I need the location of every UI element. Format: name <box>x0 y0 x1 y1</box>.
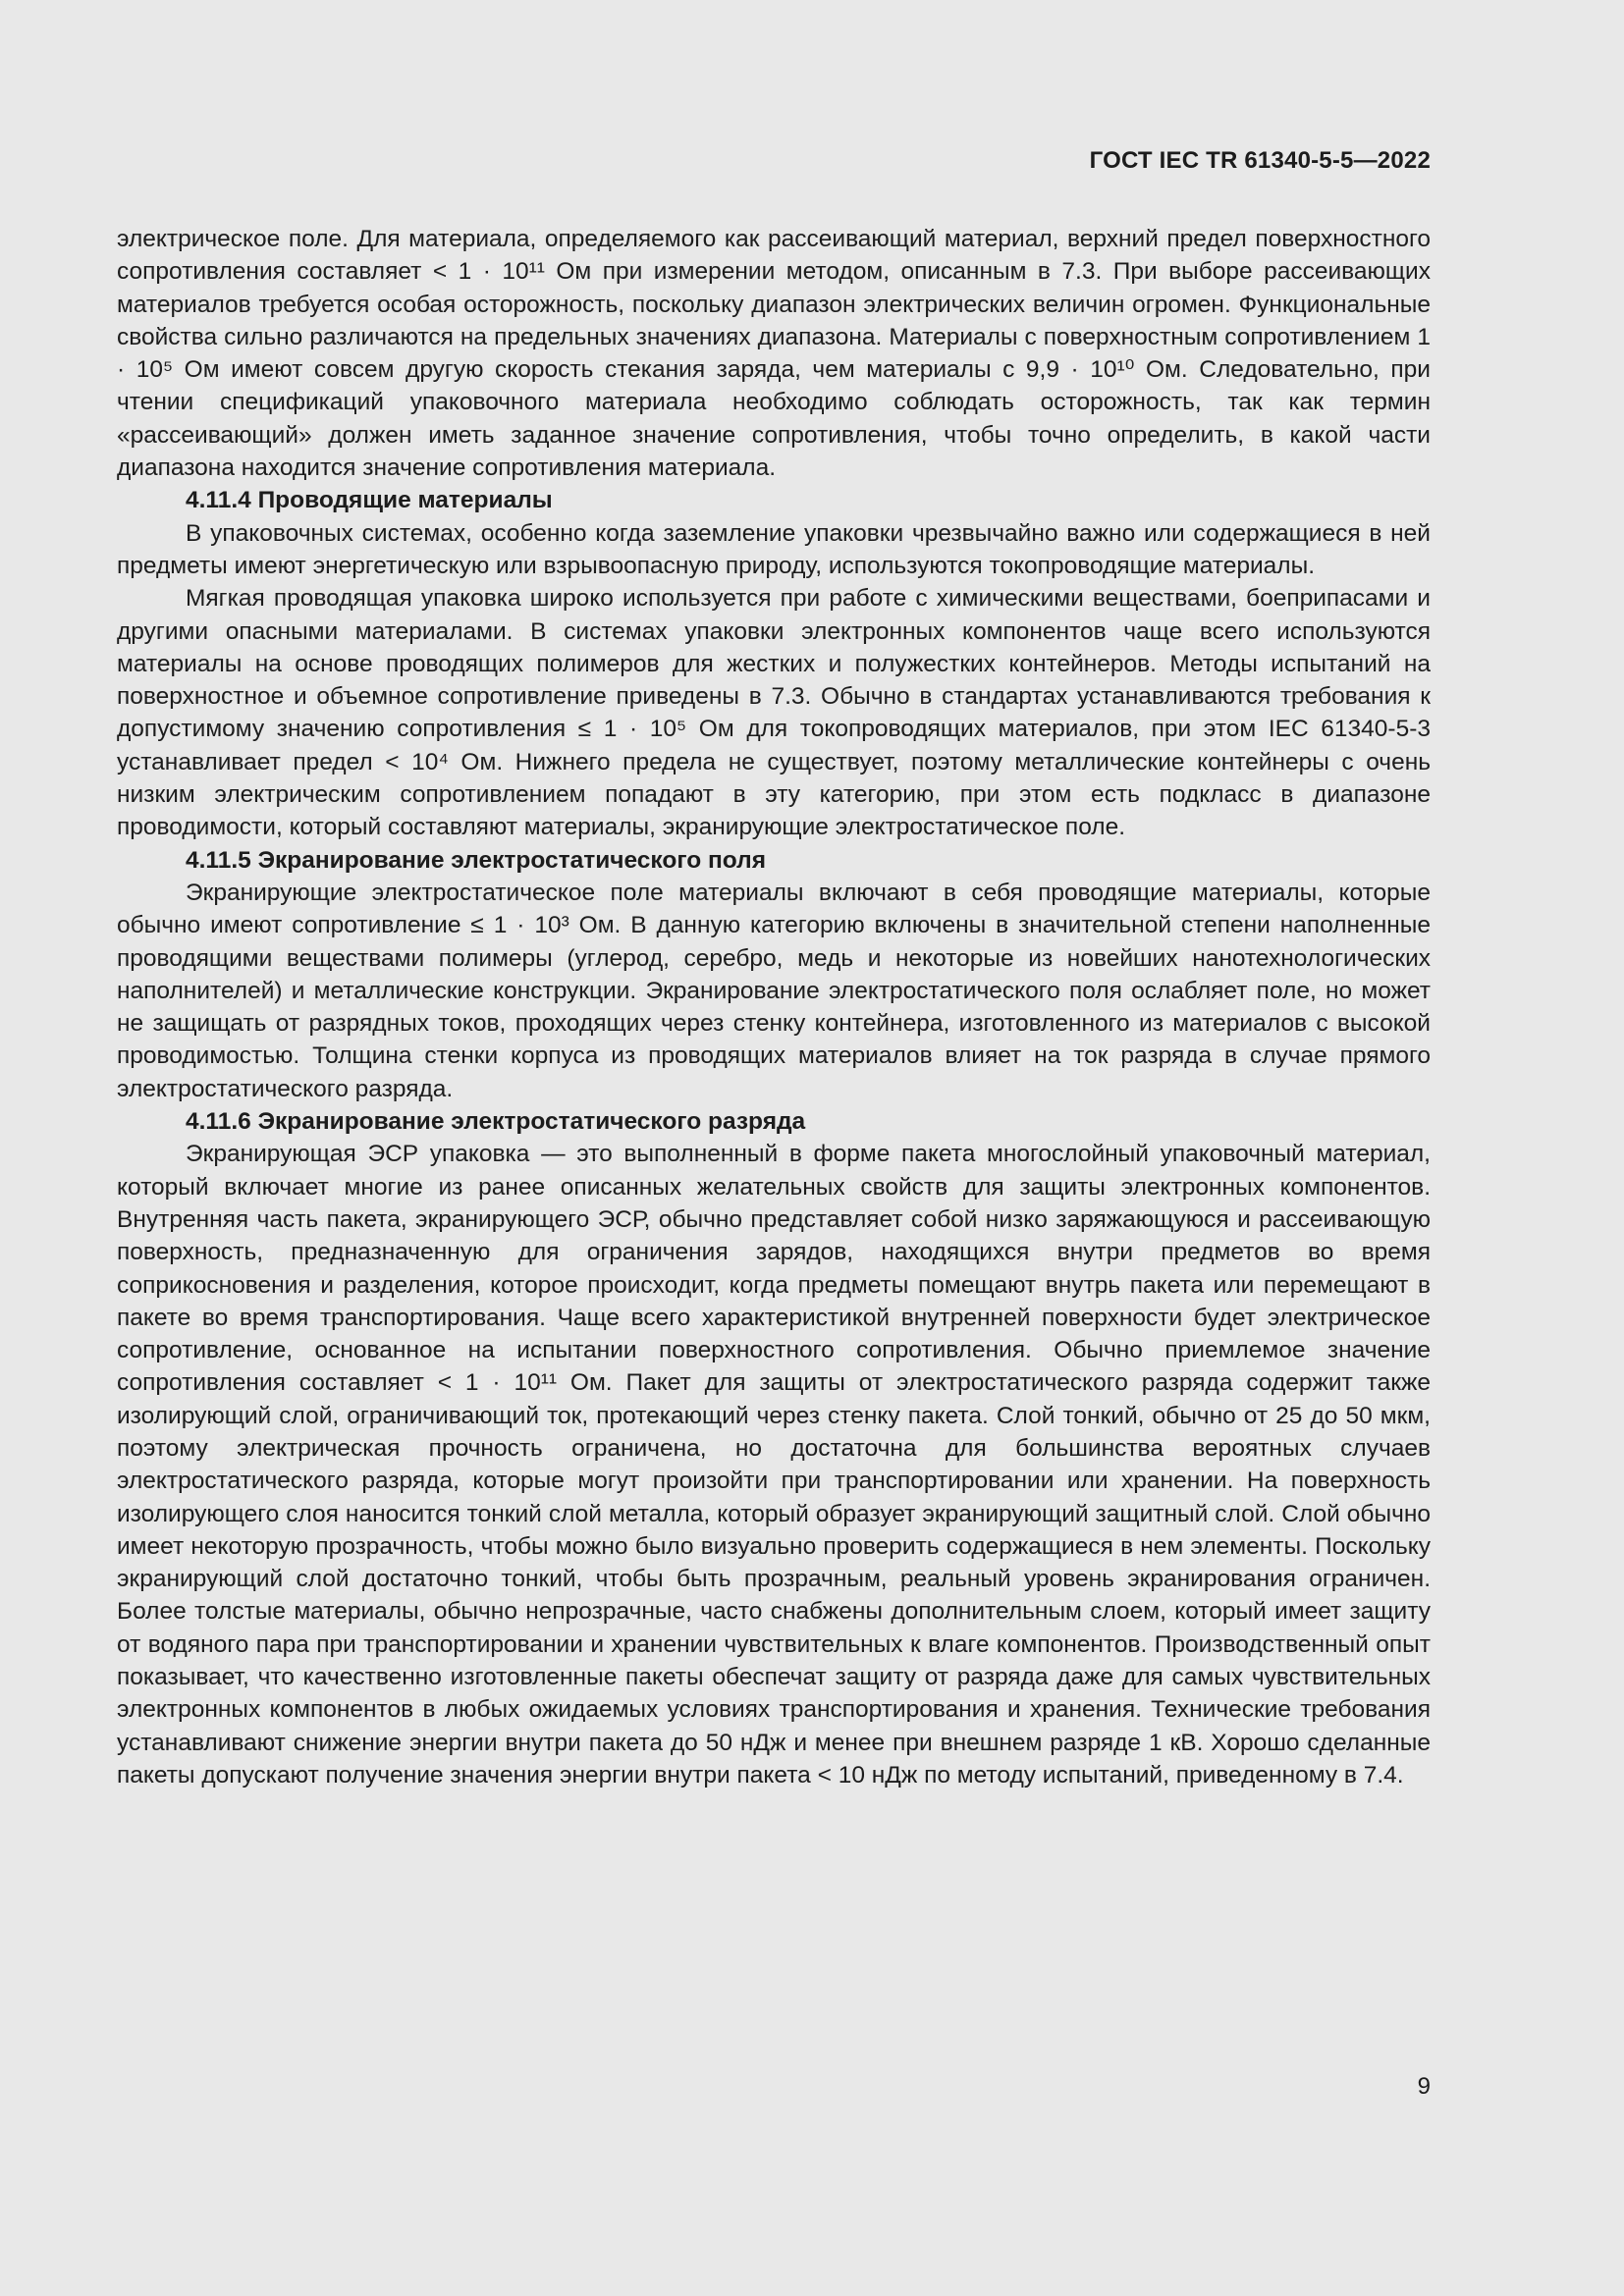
paragraph: Экранирующая ЭСР упаковка — это выполненный в форме пакета многослойный упаковочный материал, который включает многие из ранее описанных желательных свойств для защиты электронных компонентов. Внутренняя часть пакета, экранирующего ЭСР, обычно представляет собой низко заряжающуюся и рассеивающую поверхность, предназначенную для ограничения зарядов, находящихся внутри предметов во время соприкосновения и разделения, которое происходит, когда предметы помещают внутрь пакета или перемещают в пакете во время транспортирования. Чаще всего характеристикой внутренней поверхности будет электрическое сопротивление, основанное на испытании поверхностного сопротивления. Обычно приемлемое значение сопротивления составляет < 1 · 10¹¹ Ом. Пакет для защиты от электростатического разряда содержит также изолирующий слой, ограничивающий ток, протекающий через стенку пакета. Слой тонкий, обычно от 25 до 50 мкм, поэтому электрическая прочность ограничена, но достаточна для большинства вероятных случаев электростатического разряда, которые могут произойти при транспортировании или хранении. На поверхность изолирующего слоя наносится тонкий слой металла, который образует экранирующий защитный слой. Слой обычно имеет некоторую прозрачность, чтобы можно было визуально проверить содержащиеся в нем элементы. Поскольку экранирующий слой достаточно тонкий, чтобы быть прозрачным, реальный уровень экранирования ограничен. Более толстые материалы, обычно непрозрачные, часто снабжены дополнительным слоем, который имеет защиту от водяного пара при транспортировании и хранении чувствительных к влаге компонентов. Производственный опыт показывает, что качественно изготовленные пакеты обеспечат защиту от разряда даже для самых чувствительных электронных компонентов в любых ожидаемых условиях транспортирования и хранения. Технические требования устанавливают снижение энергии внутри пакета до 50 нДж и менее при внешнем разряде 1 кВ. Хорошо сделанные пакеты допускают получение значения энергии внутри пакета < 10 нДж по методу испытаний, приведенному в 7.4. <box>117 1141 1431 1789</box>
paragraph: В упаковочных системах, особенно когда заземление упаковки чрезвычайно важно или содержащиеся в ней предметы имеют энергетическую или взрывоопасную природу, используются токопроводящие материалы. <box>117 519 1431 579</box>
document-code: ГОСТ IEC TR 61340-5-5—2022 <box>1089 147 1431 174</box>
document-body <box>117 223 1431 1791</box>
paragraph: Мягкая проводящая упаковка широко используется при работе с химическими веществами, боеприпасами и другими опасными материалами. В системах упаковки электронных компонентов чаще всего используются материалы на основе проводящих полимеров для жестких и полужестких контейнеров. Методы испытаний на поверхностное и объемное сопротивление приведены в 7.3. Обычно в стандартах устанавливаются требования к допустимому значению сопротивления ≤ 1 · 10⁵ Ом для токопроводящих материалов, при этом IEC 61340-5-3 устанавливает предел < 10⁴ Ом. Нижнего предела не существует, поэтому металлические контейнеры с очень низким электрическим сопротивлением попадают в эту категорию, при этом есть подкласс в диапазоне проводимости, который составляют материалы, экранирующие электростатическое поле. <box>117 585 1431 841</box>
page-number: 9 <box>1417 2073 1431 2100</box>
section-heading-4-11-4: 4.11.4 Проводящие материалы <box>186 487 553 514</box>
section-heading-4-11-5: 4.11.5 Экранирование электростатического поля <box>186 846 766 874</box>
section-heading-4-11-6: 4.11.6 Экранирование электростатического разряда <box>186 1108 806 1136</box>
paragraph: Экранирующие электростатическое поле материалы включают в себя проводящие материалы, которые обычно имеют сопротивление ≤ 1 · 10³ Ом. В данную категорию включены в значительной степени наполненные проводящими веществами полимеры (углерод, серебро, медь и некоторые из новейших нанотехнологических наполнителей) и металлические конструкции. Экранирование электростатического поля ослабляет поле, но может не защищать от разрядных токов, проходящих через стенку контейнера, изготовленного из материалов с высокой проводимостью. Толщина стенки корпуса из проводящих материалов влияет на ток разряда в случае прямого электростатического разряда. <box>117 879 1431 1102</box>
paragraph-continuation: электрическое поле. Для материала, определяемого как рассеивающий материал, верхний предел поверхностного сопротивления составляет < 1 · 10¹¹ Ом при измерении методом, описанным в 7.3. При выборе рассеивающих материалов требуется особая осторожность, поскольку диапазон электрических величин огромен. Функциональные свойства сильно различаются на предельных значениях диапазона. Материалы с поверхностным сопротивлением 1 · 10⁵ Ом имеют совсем другую скорость стекания заряда, чем материалы с 9,9 · 10¹⁰ Ом. Следовательно, при чтении спецификаций упаковочного материала необходимо соблюдать осторожность, так как термин «рассеивающий» должен иметь заданное значение сопротивления, чтобы точно определить, в какой части диапазона находится значение сопротивления материала. <box>117 226 1431 482</box>
